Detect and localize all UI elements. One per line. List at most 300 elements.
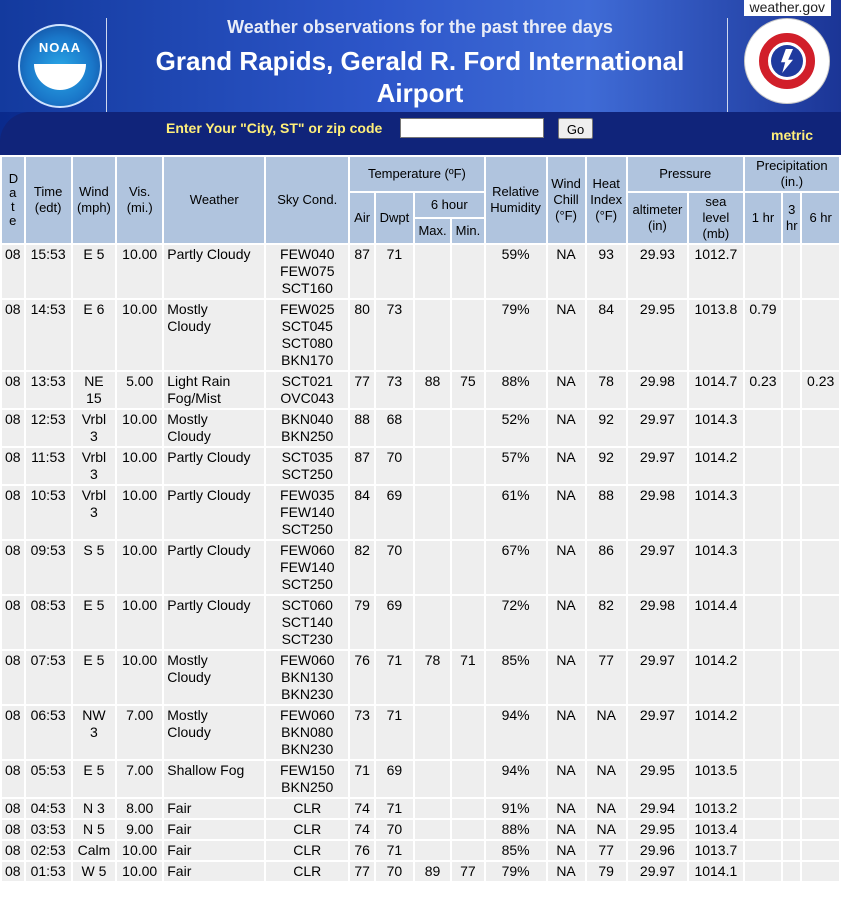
cell-precip-6hr: 0.23 [802, 372, 839, 408]
cell-time: 11:53 [26, 448, 71, 484]
col-header-dwpt: Dwpt [376, 193, 413, 243]
table-row [2, 300, 839, 370]
cell-relative-humidity: 67% [486, 541, 546, 594]
cell-precip-3hr [783, 596, 800, 649]
col-header-date: Date [2, 157, 24, 243]
cell-date: 08 [2, 410, 24, 446]
cell-precip-1hr [745, 862, 782, 881]
cell-6hr-min [452, 486, 483, 539]
cell-6hr-min [452, 820, 483, 839]
cell-precip-3hr [783, 300, 800, 370]
cell-6hr-max [415, 799, 450, 818]
cell-sea-level-pressure: 1013.5 [689, 761, 743, 797]
cell-6hr-min: 71 [452, 651, 483, 704]
cell-visibility: 10.00 [117, 862, 162, 881]
cell-sky-condition: CLR [266, 862, 348, 881]
noaa-logo-text: NOAA [38, 40, 82, 55]
cell-air-temp: 77 [350, 372, 374, 408]
cell-air-temp: 76 [350, 651, 374, 704]
cell-wind-chill: NA [548, 486, 585, 539]
col-header-heat-index: Heat Index (°F) [587, 157, 626, 243]
cell-date: 08 [2, 862, 24, 881]
cell-precip-6hr [802, 761, 839, 797]
table-row [2, 410, 839, 446]
cell-sky-condition: FEW060 BKN130 BKN230 [266, 651, 348, 704]
cell-wind: Calm [73, 841, 115, 860]
cell-wind-chill: NA [548, 410, 585, 446]
cell-visibility: 7.00 [117, 761, 162, 797]
cell-6hr-max [415, 541, 450, 594]
cell-6hr-min [452, 448, 483, 484]
cell-dewpoint: 71 [376, 841, 413, 860]
cell-time: 05:53 [26, 761, 71, 797]
cell-precip-1hr [745, 410, 782, 446]
cell-precip-6hr [802, 448, 839, 484]
table-row [2, 245, 839, 298]
cell-precip-3hr [783, 372, 800, 408]
table-row [2, 841, 839, 860]
cell-precip-3hr [783, 761, 800, 797]
cell-6hr-min: 77 [452, 862, 483, 881]
cell-sea-level-pressure: 1014.4 [689, 596, 743, 649]
cell-visibility: 10.00 [117, 841, 162, 860]
cell-altimeter: 29.95 [628, 300, 687, 370]
cell-precip-1hr [745, 596, 782, 649]
col-header-vis: Vis. (mi.) [117, 157, 162, 243]
cell-time: 13:53 [26, 372, 71, 408]
cell-heat-index: 77 [587, 841, 626, 860]
cell-altimeter: 29.97 [628, 651, 687, 704]
cell-dewpoint: 71 [376, 651, 413, 704]
cell-precip-3hr [783, 410, 800, 446]
col-header-wind: Wind (mph) [73, 157, 115, 243]
cell-relative-humidity: 59% [486, 245, 546, 298]
cell-6hr-max [415, 820, 450, 839]
table-row [2, 486, 839, 539]
cell-visibility: 10.00 [117, 300, 162, 370]
cell-air-temp: 82 [350, 541, 374, 594]
cell-date: 08 [2, 651, 24, 704]
cell-weather: Mostly Cloudy [164, 410, 264, 446]
cell-wind: Vrbl 3 [73, 486, 115, 539]
cell-precip-6hr [802, 300, 839, 370]
cell-sea-level-pressure: 1013.7 [689, 841, 743, 860]
cell-relative-humidity: 85% [486, 651, 546, 704]
cell-6hr-max: 78 [415, 651, 450, 704]
cell-wind-chill: NA [548, 541, 585, 594]
cell-wind: N 3 [73, 799, 115, 818]
cell-wind: E 5 [73, 245, 115, 298]
cell-precip-6hr [802, 841, 839, 860]
cell-6hr-min [452, 761, 483, 797]
cell-wind-chill: NA [548, 448, 585, 484]
cell-precip-6hr [802, 799, 839, 818]
cell-6hr-min [452, 841, 483, 860]
cell-wind-chill: NA [548, 862, 585, 881]
cell-date: 08 [2, 245, 24, 298]
cell-heat-index: NA [587, 799, 626, 818]
cell-visibility: 5.00 [117, 372, 162, 408]
col-header-wind-chill: Wind Chill (°F) [548, 157, 585, 243]
cell-dewpoint: 69 [376, 486, 413, 539]
cell-weather: Fair [164, 820, 264, 839]
cell-altimeter: 29.96 [628, 841, 687, 860]
cell-visibility: 10.00 [117, 245, 162, 298]
cell-heat-index: NA [587, 820, 626, 839]
cell-heat-index: 86 [587, 541, 626, 594]
cell-altimeter: 29.95 [628, 761, 687, 797]
cell-altimeter: 29.97 [628, 862, 687, 881]
cell-visibility: 10.00 [117, 448, 162, 484]
cell-precip-3hr [783, 486, 800, 539]
weather-gov-link[interactable]: weather.gov [744, 0, 832, 16]
cell-precip-6hr [802, 410, 839, 446]
cell-wind: Vrbl 3 [73, 410, 115, 446]
col-header-altimeter: altimeter (in) [628, 193, 687, 243]
cell-6hr-min [452, 410, 483, 446]
cell-sea-level-pressure: 1014.2 [689, 448, 743, 484]
cell-precip-6hr [802, 596, 839, 649]
cell-wind: E 5 [73, 651, 115, 704]
cell-precip-6hr [802, 486, 839, 539]
cell-6hr-max [415, 761, 450, 797]
cell-precip-1hr [745, 706, 782, 759]
cell-6hr-min: 75 [452, 372, 483, 408]
cell-wind-chill: NA [548, 820, 585, 839]
cell-air-temp: 77 [350, 862, 374, 881]
cell-sky-condition: CLR [266, 820, 348, 839]
cell-visibility: 10.00 [117, 651, 162, 704]
cell-precip-1hr [745, 541, 782, 594]
cell-date: 08 [2, 706, 24, 759]
cell-air-temp: 74 [350, 799, 374, 818]
cell-dewpoint: 68 [376, 410, 413, 446]
cell-6hr-max [415, 245, 450, 298]
banner-divider-left [106, 18, 107, 113]
col-header-temperature: Temperature (ºF) [350, 157, 483, 191]
cell-sky-condition: SCT021 OVC043 [266, 372, 348, 408]
cell-dewpoint: 73 [376, 372, 413, 408]
cell-relative-humidity: 91% [486, 799, 546, 818]
cell-wind: NW 3 [73, 706, 115, 759]
cell-time: 14:53 [26, 300, 71, 370]
cell-6hr-max [415, 410, 450, 446]
cell-6hr-min [452, 245, 483, 298]
cell-time: 04:53 [26, 799, 71, 818]
col-header-pressure: Pressure [628, 157, 743, 191]
cell-6hr-min [452, 799, 483, 818]
cell-time: 01:53 [26, 862, 71, 881]
col-header-precip-3hr: 3 hr [783, 193, 800, 243]
cell-weather: Partly Cloudy [164, 596, 264, 649]
cell-sea-level-pressure: 1014.3 [689, 486, 743, 539]
cell-sea-level-pressure: 1013.8 [689, 300, 743, 370]
cell-heat-index: 92 [587, 410, 626, 446]
cell-heat-index: 84 [587, 300, 626, 370]
cell-sky-condition: SCT035 SCT250 [266, 448, 348, 484]
cell-wind-chill: NA [548, 651, 585, 704]
cell-sky-condition: FEW035 FEW140 SCT250 [266, 486, 348, 539]
cell-altimeter: 29.93 [628, 245, 687, 298]
cell-precip-6hr [802, 862, 839, 881]
cell-wind: W 5 [73, 862, 115, 881]
cell-wind-chill: NA [548, 841, 585, 860]
cell-precip-1hr: 0.79 [745, 300, 782, 370]
cell-weather: Shallow Fog [164, 761, 264, 797]
cell-weather: Mostly Cloudy [164, 706, 264, 759]
cell-dewpoint: 70 [376, 820, 413, 839]
table-row [2, 541, 839, 594]
cell-relative-humidity: 72% [486, 596, 546, 649]
cell-precip-3hr [783, 799, 800, 818]
cell-weather: Light Rain Fog/Mist [164, 372, 264, 408]
cell-relative-humidity: 94% [486, 761, 546, 797]
cell-sky-condition: FEW025 SCT045 SCT080 BKN170 [266, 300, 348, 370]
cell-dewpoint: 71 [376, 706, 413, 759]
cell-6hr-max [415, 300, 450, 370]
cell-dewpoint: 69 [376, 596, 413, 649]
cell-visibility: 8.00 [117, 799, 162, 818]
cell-time: 03:53 [26, 820, 71, 839]
cell-altimeter: 29.94 [628, 799, 687, 818]
cell-weather: Partly Cloudy [164, 245, 264, 298]
cell-visibility: 10.00 [117, 410, 162, 446]
cell-air-temp: 84 [350, 486, 374, 539]
col-header-weather: Weather [164, 157, 264, 243]
cell-wind-chill: NA [548, 300, 585, 370]
banner-divider-right [727, 18, 728, 113]
cell-time: 06:53 [26, 706, 71, 759]
cell-sea-level-pressure: 1014.7 [689, 372, 743, 408]
cell-sky-condition: FEW060 FEW140 SCT250 [266, 541, 348, 594]
cell-relative-humidity: 94% [486, 706, 546, 759]
cell-heat-index: 82 [587, 596, 626, 649]
table-row [2, 596, 839, 649]
cell-6hr-max [415, 448, 450, 484]
cell-heat-index: 92 [587, 448, 626, 484]
table-row [2, 706, 839, 759]
col-header-6hour: 6 hour [415, 193, 484, 217]
cell-sea-level-pressure: 1012.7 [689, 245, 743, 298]
table-row [2, 448, 839, 484]
cell-date: 08 [2, 841, 24, 860]
cell-altimeter: 29.98 [628, 596, 687, 649]
col-header-rh: Relative Humidity [486, 157, 546, 243]
cell-time: 08:53 [26, 596, 71, 649]
cell-altimeter: 29.97 [628, 541, 687, 594]
nws-logo-icon[interactable] [744, 18, 830, 104]
cell-altimeter: 29.97 [628, 706, 687, 759]
location-search-input[interactable] [400, 118, 544, 138]
cell-altimeter: 29.98 [628, 486, 687, 539]
table-row [2, 372, 839, 408]
cell-date: 08 [2, 486, 24, 539]
cell-altimeter: 29.97 [628, 448, 687, 484]
cell-air-temp: 79 [350, 596, 374, 649]
cell-weather: Partly Cloudy [164, 486, 264, 539]
cell-heat-index: 88 [587, 486, 626, 539]
cell-time: 15:53 [26, 245, 71, 298]
cell-6hr-max: 88 [415, 372, 450, 408]
col-header-max: Max. [415, 219, 450, 243]
cell-precip-1hr [745, 841, 782, 860]
cell-precip-1hr [745, 820, 782, 839]
cell-time: 07:53 [26, 651, 71, 704]
cell-sea-level-pressure: 1014.1 [689, 862, 743, 881]
col-header-precip-6hr: 6 hr [802, 193, 839, 243]
cell-sky-condition: FEW060 BKN080 BKN230 [266, 706, 348, 759]
cell-visibility: 9.00 [117, 820, 162, 839]
cell-sea-level-pressure: 1014.3 [689, 410, 743, 446]
cell-relative-humidity: 88% [486, 820, 546, 839]
page-title: Grand Rapids, Gerald R. Ford International Airport [155, 46, 685, 108]
cell-precip-3hr [783, 541, 800, 594]
cell-precip-3hr [783, 651, 800, 704]
cell-dewpoint: 70 [376, 862, 413, 881]
cell-dewpoint: 70 [376, 541, 413, 594]
observations-table [0, 155, 841, 883]
cell-6hr-max [415, 841, 450, 860]
col-header-sea-level: sea level (mb) [689, 193, 743, 243]
cell-date: 08 [2, 541, 24, 594]
cell-air-temp: 73 [350, 706, 374, 759]
table-row [2, 820, 839, 839]
cell-heat-index: 78 [587, 372, 626, 408]
cell-heat-index: 77 [587, 651, 626, 704]
cell-weather: Fair [164, 862, 264, 881]
cell-precip-1hr [745, 651, 782, 704]
cell-wind-chill: NA [548, 761, 585, 797]
cell-precip-1hr: 0.23 [745, 372, 782, 408]
cell-6hr-min [452, 706, 483, 759]
cell-relative-humidity: 52% [486, 410, 546, 446]
cell-wind-chill: NA [548, 706, 585, 759]
search-bar [0, 112, 841, 155]
cell-relative-humidity: 79% [486, 300, 546, 370]
cell-altimeter: 29.97 [628, 410, 687, 446]
cell-date: 08 [2, 761, 24, 797]
cell-air-temp: 74 [350, 820, 374, 839]
col-header-air: Air [350, 193, 374, 243]
cell-precip-3hr [783, 448, 800, 484]
cell-sky-condition: CLR [266, 799, 348, 818]
cell-time: 10:53 [26, 486, 71, 539]
noaa-gull-icon [34, 64, 86, 90]
cell-sky-condition: FEW040 FEW075 SCT160 [266, 245, 348, 298]
cell-altimeter: 29.98 [628, 372, 687, 408]
cell-sea-level-pressure: 1014.2 [689, 706, 743, 759]
cell-precip-3hr [783, 245, 800, 298]
cell-date: 08 [2, 596, 24, 649]
cell-air-temp: 87 [350, 245, 374, 298]
cell-air-temp: 80 [350, 300, 374, 370]
cell-6hr-max [415, 706, 450, 759]
cell-sea-level-pressure: 1013.2 [689, 799, 743, 818]
cell-time: 09:53 [26, 541, 71, 594]
cell-relative-humidity: 79% [486, 862, 546, 881]
cell-6hr-min [452, 300, 483, 370]
cell-precip-6hr [802, 706, 839, 759]
cell-precip-1hr [745, 448, 782, 484]
cell-sky-condition: BKN040 BKN250 [266, 410, 348, 446]
cell-time: 02:53 [26, 841, 71, 860]
cell-heat-index: NA [587, 706, 626, 759]
cell-precip-3hr [783, 820, 800, 839]
cell-precip-1hr [745, 761, 782, 797]
cell-sky-condition: FEW150 BKN250 [266, 761, 348, 797]
cell-visibility: 10.00 [117, 596, 162, 649]
cell-sky-condition: CLR [266, 841, 348, 860]
cell-air-temp: 87 [350, 448, 374, 484]
cell-sea-level-pressure: 1014.2 [689, 651, 743, 704]
cell-wind-chill: NA [548, 245, 585, 298]
cell-precip-3hr [783, 841, 800, 860]
cell-wind: NE 15 [73, 372, 115, 408]
cell-6hr-max: 89 [415, 862, 450, 881]
cell-wind: E 6 [73, 300, 115, 370]
noaa-logo-icon[interactable] [18, 24, 102, 108]
cell-wind-chill: NA [548, 799, 585, 818]
cell-dewpoint: 70 [376, 448, 413, 484]
go-button[interactable]: Go [558, 118, 593, 139]
cell-visibility: 7.00 [117, 706, 162, 759]
cell-weather: Partly Cloudy [164, 541, 264, 594]
cell-visibility: 10.00 [117, 486, 162, 539]
cell-date: 08 [2, 300, 24, 370]
cell-6hr-max [415, 596, 450, 649]
cell-precip-1hr [745, 245, 782, 298]
col-header-min: Min. [452, 219, 483, 243]
col-header-sky: Sky Cond. [266, 157, 348, 243]
cell-dewpoint: 71 [376, 245, 413, 298]
cell-sea-level-pressure: 1014.3 [689, 541, 743, 594]
cell-wind: S 5 [73, 541, 115, 594]
cell-heat-index: 79 [587, 862, 626, 881]
table-row [2, 862, 839, 881]
table-row [2, 651, 839, 704]
cell-precip-6hr [802, 651, 839, 704]
cell-relative-humidity: 57% [486, 448, 546, 484]
cell-air-temp: 88 [350, 410, 374, 446]
table-row [2, 761, 839, 797]
cell-sea-level-pressure: 1013.4 [689, 820, 743, 839]
cell-precip-1hr [745, 799, 782, 818]
header-banner [0, 0, 841, 155]
cell-relative-humidity: 61% [486, 486, 546, 539]
cell-6hr-max [415, 486, 450, 539]
cell-weather: Fair [164, 841, 264, 860]
cell-visibility: 10.00 [117, 541, 162, 594]
cell-time: 12:53 [26, 410, 71, 446]
cell-wind-chill: NA [548, 372, 585, 408]
cell-6hr-min [452, 541, 483, 594]
metric-link[interactable]: metric [771, 127, 814, 143]
cell-date: 08 [2, 372, 24, 408]
cell-precip-6hr [802, 541, 839, 594]
cell-heat-index: NA [587, 761, 626, 797]
cell-weather: Partly Cloudy [164, 448, 264, 484]
col-header-time: Time (edt) [26, 157, 71, 243]
cell-dewpoint: 73 [376, 300, 413, 370]
cell-wind-chill: NA [548, 596, 585, 649]
cell-wind: E 5 [73, 596, 115, 649]
table-row [2, 799, 839, 818]
col-header-precip: Precipitation (in.) [745, 157, 839, 191]
search-label: Enter Your "City, ST" or zip code [166, 120, 383, 136]
cell-altimeter: 29.95 [628, 820, 687, 839]
cell-weather: Mostly Cloudy [164, 300, 264, 370]
cell-date: 08 [2, 448, 24, 484]
